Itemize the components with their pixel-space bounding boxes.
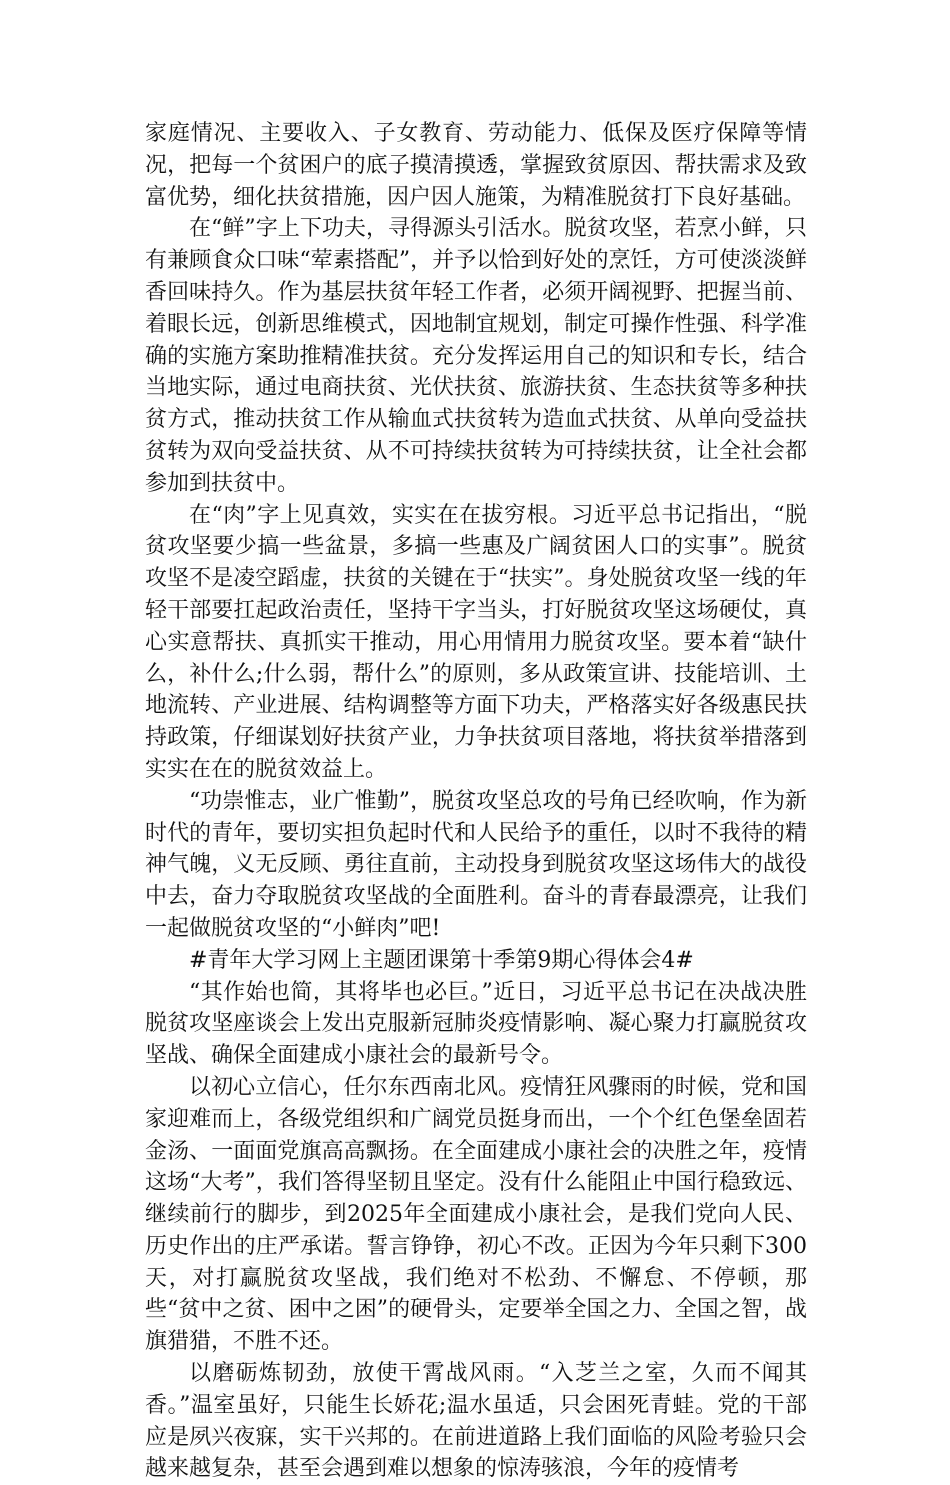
paragraph: 以初心立信心，任尔东西南北风。疫情狂风骤雨的时候，党和国家迎难而上，各级党组织和广阔党员挺身而出，一个个红色堡垒固若金汤、一面面党旗高高飘扬。在全面建成小康社会的决胜之年，疫情这场“大考”，我们答得坚韧且坚定。没有什么能阻止中国行稳致远、继续前行的脚步，到2025年全面建成小康社会，是我们党向人民、历史作出的庄严承诺。誓言铮铮，初心不改。正因为今年只剩下300天，对打赢脱贫攻坚战，我们绝对不松劲、不懈怠、不停顿，那些“贫中之贫、困中之困”的硬骨头，定要举全国之力、全国之智，战旗猎猎，不胜不还。 bbox=[145, 1074, 807, 1355]
paragraph: “功崇惟志，业广惟勤”，脱贫攻坚总攻的号角已经吹响，作为新时代的青年，要切实担负起时代和人民给予的重任，以时不我待的精神气魄，义无反顾、勇往直前，主动投身到脱贫攻坚这场伟大的战役中去，奋力夺取脱贫攻坚战的全面胜利。奋斗的青春最漂亮，让我们一起做脱贫攻坚的“小鲜肉”吧! bbox=[145, 788, 807, 941]
paragraph: 以磨砺炼韧劲，放使干霄战风雨。“入芝兰之室，久而不闻其香。”温室虽好，只能生长娇花;温水虽适，只会困死青蛙。党的干部应是夙兴夜寐，实干兴邦的。在前进道路上我们面临的风险考验只会越来越复杂，甚至会遇到难以想象的惊涛骇浪，今年的疫情考 bbox=[145, 1361, 807, 1482]
document-page bbox=[145, 118, 807, 1485]
paragraph: 在“鲜”字上下功夫，寻得源头引活水。脱贫攻坚，若烹小鲜，只有兼顾食众口味“荤素搭配”，并予以恰到好处的烹饪，方可使淡淡鲜香回味持久。作为基层扶贫年轻工作者，必须开阔视野、把握当前、着眼长远，创新思维模式，因地制宜规划，制定可操作性强、科学准确的实施方案助推精准扶贫。充分发挥运用自己的知识和专长，结合当地实际，通过电商扶贫、光伏扶贫、旅游扶贫、生态扶贫等多种扶贫方式，推动扶贫工作从输血式扶贫转为造血式扶贫、从单向受益扶贫转为双向受益扶贫、从不可持续扶贫转为可持续扶贫，让全社会都参加到扶贫中。 bbox=[145, 216, 807, 496]
paragraph: 家庭情况、主要收入、子女教育、劳动能力、低保及医疗保障等情况，把每一个贫困户的底子摸清摸透，掌握致贫原因、帮扶需求及致富优势，细化扶贫措施，因户因人施策，为精准脱贫打下良好基础。 bbox=[145, 121, 807, 210]
paragraph: 在“肉”字上见真效，实实在在拔穷根。习近平总书记指出，“脱贫攻坚要少搞一些盆景，多搞一些惠及广阔贫困人口的实事”。脱贫攻坚不是凌空蹈虚，扶贫的关键在于“扶实”。身处脱贫攻坚一线的年轻干部要扛起政治责任，坚持干字当头，打好脱贫攻坚这场硬仗，真心实意帮扶、真抓实干推动，用心用情用力脱贫攻坚。要本着“缺什么，补什么;什么弱，帮什么”的原则，多从政策宣讲、技能培训、土地流转、产业进展、结构调整等方面下功夫，严格落实好各级惠民扶持政策，仔细谋划好扶贫产业，力争扶贫项目落地，将扶贫举措落到实实在在的脱贫效益上。 bbox=[145, 502, 807, 782]
paragraph: “其作始也简，其将毕也必巨。”近日，习近平总书记在决战决胜脱贫攻坚座谈会上发出克服新冠肺炎疫情影响、凝心聚力打赢脱贫攻坚战、确保全面建成小康社会的最新号令。 bbox=[145, 979, 807, 1069]
section-heading: #青年大学习网上主题团课第十季第9期心得体会4# bbox=[189, 947, 694, 973]
